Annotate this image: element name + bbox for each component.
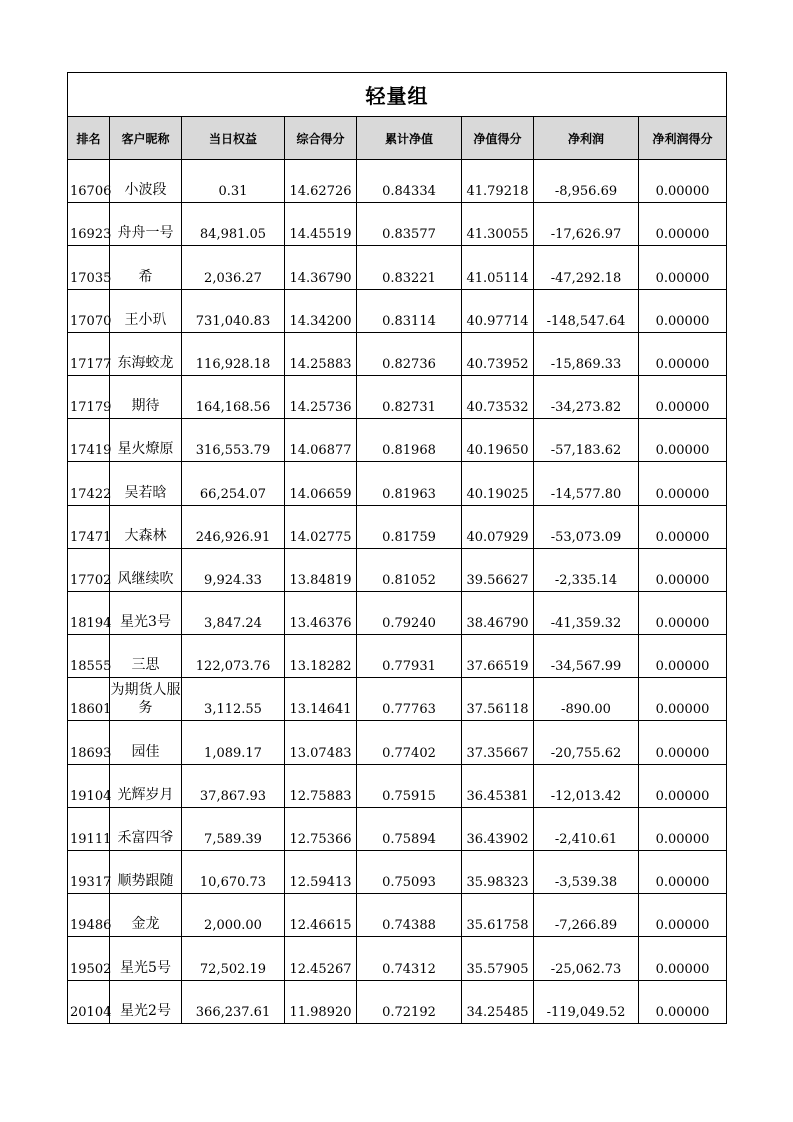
table-row bbox=[68, 851, 727, 894]
cell-nickname: 为期货人服务 bbox=[110, 678, 182, 721]
cell-total-score: 14.02775 bbox=[285, 505, 357, 548]
cell-net-profit: -12,013.42 bbox=[534, 764, 639, 807]
table-row bbox=[68, 678, 727, 721]
cell-net-profit: -47,292.18 bbox=[534, 246, 639, 289]
cell-net-profit: -148,547.64 bbox=[534, 289, 639, 332]
header-net-profit-score: 净利润得分 bbox=[639, 117, 727, 160]
cell-net-profit-score: 0.00000 bbox=[639, 419, 727, 462]
cell-cumulative-nav: 0.81759 bbox=[357, 505, 462, 548]
cell-rank: 17419 bbox=[68, 419, 110, 462]
table-row bbox=[68, 764, 727, 807]
cell-net-profit-score: 0.00000 bbox=[639, 937, 727, 980]
cell-total-score: 14.25736 bbox=[285, 375, 357, 418]
cell-nickname: 金龙 bbox=[110, 894, 182, 937]
cell-nav-score: 41.79218 bbox=[462, 160, 534, 203]
cell-nickname: 星光2号 bbox=[110, 980, 182, 1023]
cell-daily-equity: 10,670.73 bbox=[182, 851, 285, 894]
cell-cumulative-nav: 0.77931 bbox=[357, 635, 462, 678]
cell-cumulative-nav: 0.77763 bbox=[357, 678, 462, 721]
header-daily-equity: 当日权益 bbox=[182, 117, 285, 160]
cell-nickname: 光辉岁月 bbox=[110, 764, 182, 807]
cell-net-profit-score: 0.00000 bbox=[639, 505, 727, 548]
cell-nickname: 期待 bbox=[110, 375, 182, 418]
cell-nav-score: 40.19650 bbox=[462, 419, 534, 462]
cell-nav-score: 37.35667 bbox=[462, 721, 534, 764]
cell-nickname: 星光3号 bbox=[110, 591, 182, 634]
cell-total-score: 12.75366 bbox=[285, 807, 357, 850]
cell-net-profit: -25,062.73 bbox=[534, 937, 639, 980]
ranking-table bbox=[67, 72, 727, 1024]
table-row bbox=[68, 937, 727, 980]
cell-rank: 20104 bbox=[68, 980, 110, 1023]
cell-nickname: 大森林 bbox=[110, 505, 182, 548]
cell-net-profit: -20,755.62 bbox=[534, 721, 639, 764]
cell-cumulative-nav: 0.81052 bbox=[357, 548, 462, 591]
cell-cumulative-nav: 0.83221 bbox=[357, 246, 462, 289]
cell-nickname: 禾富四爷 bbox=[110, 807, 182, 850]
cell-nickname: 舟舟一号 bbox=[110, 203, 182, 246]
cell-cumulative-nav: 0.82731 bbox=[357, 375, 462, 418]
cell-total-score: 14.06877 bbox=[285, 419, 357, 462]
cell-total-score: 12.59413 bbox=[285, 851, 357, 894]
cell-nickname: 小波段 bbox=[110, 160, 182, 203]
cell-daily-equity: 7,589.39 bbox=[182, 807, 285, 850]
cell-nav-score: 35.61758 bbox=[462, 894, 534, 937]
header-nickname: 客户昵称 bbox=[110, 117, 182, 160]
cell-total-score: 12.45267 bbox=[285, 937, 357, 980]
cell-rank: 17070 bbox=[68, 289, 110, 332]
cell-cumulative-nav: 0.81963 bbox=[357, 462, 462, 505]
cell-daily-equity: 366,237.61 bbox=[182, 980, 285, 1023]
cell-rank: 16923 bbox=[68, 203, 110, 246]
cell-nav-score: 41.30055 bbox=[462, 203, 534, 246]
cell-rank: 17471 bbox=[68, 505, 110, 548]
table-row bbox=[68, 160, 727, 203]
cell-total-score: 14.62726 bbox=[285, 160, 357, 203]
cell-daily-equity: 9,924.33 bbox=[182, 548, 285, 591]
cell-daily-equity: 72,502.19 bbox=[182, 937, 285, 980]
cell-rank: 17702 bbox=[68, 548, 110, 591]
cell-net-profit-score: 0.00000 bbox=[639, 721, 727, 764]
cell-cumulative-nav: 0.83114 bbox=[357, 289, 462, 332]
header-row bbox=[68, 117, 727, 160]
cell-daily-equity: 122,073.76 bbox=[182, 635, 285, 678]
cell-net-profit: -2,410.61 bbox=[534, 807, 639, 850]
cell-daily-equity: 37,867.93 bbox=[182, 764, 285, 807]
cell-nav-score: 35.57905 bbox=[462, 937, 534, 980]
cell-nav-score: 34.25485 bbox=[462, 980, 534, 1023]
cell-total-score: 13.07483 bbox=[285, 721, 357, 764]
cell-rank: 17035 bbox=[68, 246, 110, 289]
cell-cumulative-nav: 0.75915 bbox=[357, 764, 462, 807]
table-row bbox=[68, 203, 727, 246]
cell-total-score: 12.46615 bbox=[285, 894, 357, 937]
cell-daily-equity: 3,847.24 bbox=[182, 591, 285, 634]
cell-net-profit: -7,266.89 bbox=[534, 894, 639, 937]
header-net-profit: 净利润 bbox=[534, 117, 639, 160]
table-row bbox=[68, 289, 727, 332]
cell-rank: 17422 bbox=[68, 462, 110, 505]
cell-net-profit-score: 0.00000 bbox=[639, 332, 727, 375]
cell-nickname: 三思 bbox=[110, 635, 182, 678]
cell-nav-score: 40.97714 bbox=[462, 289, 534, 332]
cell-net-profit: -119,049.52 bbox=[534, 980, 639, 1023]
cell-net-profit: -53,073.09 bbox=[534, 505, 639, 548]
cell-daily-equity: 84,981.05 bbox=[182, 203, 285, 246]
cell-net-profit: -14,577.80 bbox=[534, 462, 639, 505]
cell-total-score: 13.84819 bbox=[285, 548, 357, 591]
cell-nickname: 吴若晗 bbox=[110, 462, 182, 505]
cell-rank: 18601 bbox=[68, 678, 110, 721]
header-total-score: 综合得分 bbox=[285, 117, 357, 160]
table-row bbox=[68, 375, 727, 418]
header-rank: 排名 bbox=[68, 117, 110, 160]
table-row bbox=[68, 419, 727, 462]
cell-cumulative-nav: 0.77402 bbox=[357, 721, 462, 764]
cell-nickname: 顺势跟随 bbox=[110, 851, 182, 894]
cell-cumulative-nav: 0.84334 bbox=[357, 160, 462, 203]
cell-nav-score: 36.43902 bbox=[462, 807, 534, 850]
cell-net-profit-score: 0.00000 bbox=[639, 246, 727, 289]
cell-total-score: 12.75883 bbox=[285, 764, 357, 807]
table-row bbox=[68, 591, 727, 634]
cell-total-score: 14.34200 bbox=[285, 289, 357, 332]
cell-nav-score: 39.56627 bbox=[462, 548, 534, 591]
cell-cumulative-nav: 0.82736 bbox=[357, 332, 462, 375]
cell-rank: 19502 bbox=[68, 937, 110, 980]
cell-net-profit: -15,869.33 bbox=[534, 332, 639, 375]
cell-net-profit: -890.00 bbox=[534, 678, 639, 721]
cell-net-profit-score: 0.00000 bbox=[639, 894, 727, 937]
cell-nav-score: 38.46790 bbox=[462, 591, 534, 634]
header-nav-score: 净值得分 bbox=[462, 117, 534, 160]
cell-total-score: 14.36790 bbox=[285, 246, 357, 289]
cell-rank: 18693 bbox=[68, 721, 110, 764]
cell-net-profit: -34,273.82 bbox=[534, 375, 639, 418]
cell-daily-equity: 116,928.18 bbox=[182, 332, 285, 375]
cell-net-profit-score: 0.00000 bbox=[639, 591, 727, 634]
cell-rank: 17179 bbox=[68, 375, 110, 418]
cell-nickname: 王小玐 bbox=[110, 289, 182, 332]
cell-nickname: 星火燎原 bbox=[110, 419, 182, 462]
table-row bbox=[68, 980, 727, 1023]
cell-daily-equity: 2,000.00 bbox=[182, 894, 285, 937]
cell-net-profit-score: 0.00000 bbox=[639, 678, 727, 721]
table-body bbox=[68, 160, 727, 1024]
cell-daily-equity: 164,168.56 bbox=[182, 375, 285, 418]
cell-rank: 19486 bbox=[68, 894, 110, 937]
cell-rank: 16706 bbox=[68, 160, 110, 203]
cell-net-profit: -8,956.69 bbox=[534, 160, 639, 203]
table-title: 轻量组 bbox=[68, 73, 727, 117]
cell-cumulative-nav: 0.75894 bbox=[357, 807, 462, 850]
cell-total-score: 14.25883 bbox=[285, 332, 357, 375]
cell-cumulative-nav: 0.81968 bbox=[357, 419, 462, 462]
cell-nickname: 星光5号 bbox=[110, 937, 182, 980]
cell-nav-score: 37.56118 bbox=[462, 678, 534, 721]
cell-total-score: 13.18282 bbox=[285, 635, 357, 678]
cell-daily-equity: 731,040.83 bbox=[182, 289, 285, 332]
cell-daily-equity: 2,036.27 bbox=[182, 246, 285, 289]
table-row bbox=[68, 635, 727, 678]
table-row bbox=[68, 462, 727, 505]
cell-nickname: 希 bbox=[110, 246, 182, 289]
ranking-sheet bbox=[67, 72, 726, 1024]
cell-daily-equity: 66,254.07 bbox=[182, 462, 285, 505]
cell-net-profit-score: 0.00000 bbox=[639, 851, 727, 894]
cell-nav-score: 40.19025 bbox=[462, 462, 534, 505]
table-row bbox=[68, 721, 727, 764]
cell-daily-equity: 3,112.55 bbox=[182, 678, 285, 721]
table-row bbox=[68, 894, 727, 937]
cell-nav-score: 35.98323 bbox=[462, 851, 534, 894]
table-row bbox=[68, 548, 727, 591]
cell-net-profit-score: 0.00000 bbox=[639, 375, 727, 418]
cell-net-profit-score: 0.00000 bbox=[639, 635, 727, 678]
cell-net-profit-score: 0.00000 bbox=[639, 548, 727, 591]
cell-daily-equity: 316,553.79 bbox=[182, 419, 285, 462]
cell-daily-equity: 0.31 bbox=[182, 160, 285, 203]
cell-net-profit: -57,183.62 bbox=[534, 419, 639, 462]
cell-nav-score: 41.05114 bbox=[462, 246, 534, 289]
cell-cumulative-nav: 0.83577 bbox=[357, 203, 462, 246]
cell-nav-score: 40.73532 bbox=[462, 375, 534, 418]
cell-net-profit: -3,539.38 bbox=[534, 851, 639, 894]
cell-net-profit-score: 0.00000 bbox=[639, 462, 727, 505]
cell-rank: 19104 bbox=[68, 764, 110, 807]
table-row bbox=[68, 807, 727, 850]
cell-cumulative-nav: 0.72192 bbox=[357, 980, 462, 1023]
cell-nickname: 园佳 bbox=[110, 721, 182, 764]
cell-net-profit-score: 0.00000 bbox=[639, 764, 727, 807]
cell-nickname: 风继续吹 bbox=[110, 548, 182, 591]
cell-total-score: 11.98920 bbox=[285, 980, 357, 1023]
cell-nav-score: 40.07929 bbox=[462, 505, 534, 548]
cell-total-score: 13.14641 bbox=[285, 678, 357, 721]
cell-rank: 18194 bbox=[68, 591, 110, 634]
cell-nav-score: 40.73952 bbox=[462, 332, 534, 375]
cell-nav-score: 37.66519 bbox=[462, 635, 534, 678]
cell-total-score: 14.45519 bbox=[285, 203, 357, 246]
cell-rank: 19317 bbox=[68, 851, 110, 894]
cell-cumulative-nav: 0.79240 bbox=[357, 591, 462, 634]
cell-net-profit-score: 0.00000 bbox=[639, 289, 727, 332]
header-cumulative-nav: 累计净值 bbox=[357, 117, 462, 160]
cell-daily-equity: 246,926.91 bbox=[182, 505, 285, 548]
cell-cumulative-nav: 0.74388 bbox=[357, 894, 462, 937]
cell-rank: 18555 bbox=[68, 635, 110, 678]
table-row bbox=[68, 332, 727, 375]
cell-net-profit-score: 0.00000 bbox=[639, 160, 727, 203]
cell-cumulative-nav: 0.75093 bbox=[357, 851, 462, 894]
cell-net-profit-score: 0.00000 bbox=[639, 807, 727, 850]
cell-nickname: 东海蛟龙 bbox=[110, 332, 182, 375]
cell-net-profit: -41,359.32 bbox=[534, 591, 639, 634]
cell-cumulative-nav: 0.74312 bbox=[357, 937, 462, 980]
cell-net-profit: -2,335.14 bbox=[534, 548, 639, 591]
cell-net-profit-score: 0.00000 bbox=[639, 203, 727, 246]
cell-rank: 17177 bbox=[68, 332, 110, 375]
cell-net-profit-score: 0.00000 bbox=[639, 980, 727, 1023]
table-row bbox=[68, 246, 727, 289]
cell-net-profit: -34,567.99 bbox=[534, 635, 639, 678]
table-row bbox=[68, 505, 727, 548]
cell-net-profit: -17,626.97 bbox=[534, 203, 639, 246]
cell-total-score: 14.06659 bbox=[285, 462, 357, 505]
cell-daily-equity: 1,089.17 bbox=[182, 721, 285, 764]
cell-nav-score: 36.45381 bbox=[462, 764, 534, 807]
cell-rank: 19111 bbox=[68, 807, 110, 850]
cell-total-score: 13.46376 bbox=[285, 591, 357, 634]
